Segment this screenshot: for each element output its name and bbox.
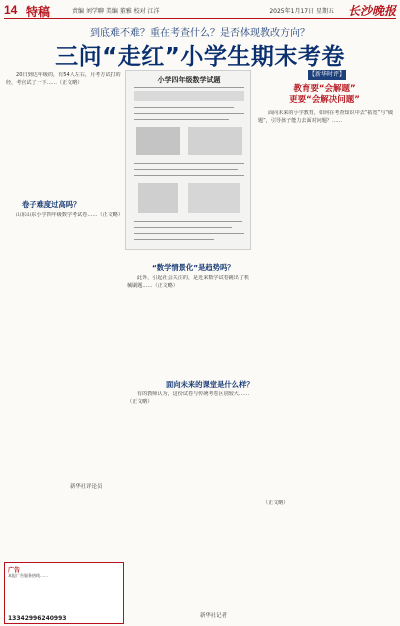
ad-title: 广告 (8, 567, 21, 574)
masthead (4, 3, 396, 19)
exam-paper-photo (125, 70, 251, 250)
main-headline: 三问“走红”小学生期末考卷 (55, 44, 345, 70)
article-column (127, 391, 251, 606)
commentary-sidebar (252, 70, 397, 490)
article-text: 此外，引起社会关注的，是近来数学试卷跳出了机械刷题……（正文略） (127, 275, 250, 289)
ad-phone: 13342996240993 (8, 615, 67, 622)
exam-paper-title: 小学四年级数学试题 (157, 76, 221, 84)
article-column (127, 275, 251, 373)
intro-paragraph (6, 72, 123, 196)
exam-figure (136, 127, 180, 155)
advertisement-box (4, 562, 124, 624)
exam-line (134, 233, 244, 234)
article-text: （正文略） (263, 500, 289, 506)
exam-line (134, 107, 234, 108)
article-column (6, 212, 123, 558)
kicker-headline: 到底难不难？重在考查什么？是否体现教改方向？ (90, 28, 310, 39)
article-text: 山东山东小学四年级数学考试卷……（正文略） (16, 212, 123, 218)
article-text: 有的教师认为，这份试卷与传统考卷区别较大……（正文略） (127, 391, 250, 405)
dateline: 2025年1月17日 星期五 (269, 8, 334, 15)
ad-text: 本报广告服务热线…… (8, 573, 48, 578)
subheading: “数学情景化”是趋势吗？ (152, 263, 235, 272)
exam-line (134, 169, 238, 170)
sidebar-author: 新华社评论员 (70, 484, 103, 490)
editor-credits: 责编 刘学聊 美编 董雅 校对 江洋 (72, 8, 160, 15)
exam-line (134, 87, 244, 88)
subheading: 卷子难度过高吗？ (22, 200, 81, 209)
sidebar-headline-line: 更要“会解决问题” (289, 95, 360, 105)
exam-score-table (134, 91, 244, 101)
exam-line (134, 113, 244, 114)
intro-text: 20日到达年级的，有54人左右，月考方试打的经，考官试了一下……（正文略） (6, 72, 121, 86)
exam-figure (138, 183, 178, 213)
byline: 新华社记者 (200, 613, 227, 619)
article-column (253, 500, 395, 604)
section-title: 特稿 (26, 5, 51, 19)
newspaper-logo: 长沙晚报 (347, 4, 396, 18)
subheading: 面向未来的课堂是什么样？ (166, 380, 254, 389)
exam-figure (188, 127, 242, 155)
page-number: 14 (4, 3, 18, 17)
exam-line (134, 239, 214, 240)
exam-line (134, 227, 232, 228)
sidebar-body (258, 110, 395, 486)
sidebar-headline (252, 84, 397, 106)
sidebar-headline-line: 教育要“会解题” (293, 84, 356, 94)
exam-line (134, 221, 242, 222)
exam-line (134, 119, 229, 120)
exam-line (134, 175, 244, 176)
sidebar-tag: 【新华时评】 (308, 71, 345, 78)
sidebar-text: 面向未来的小学教育，如何在考查知识中去“拓宽”与“破题”，引导孩子能力去面对问题？…… (258, 110, 394, 124)
exam-figure (188, 183, 240, 213)
exam-line (134, 163, 244, 164)
